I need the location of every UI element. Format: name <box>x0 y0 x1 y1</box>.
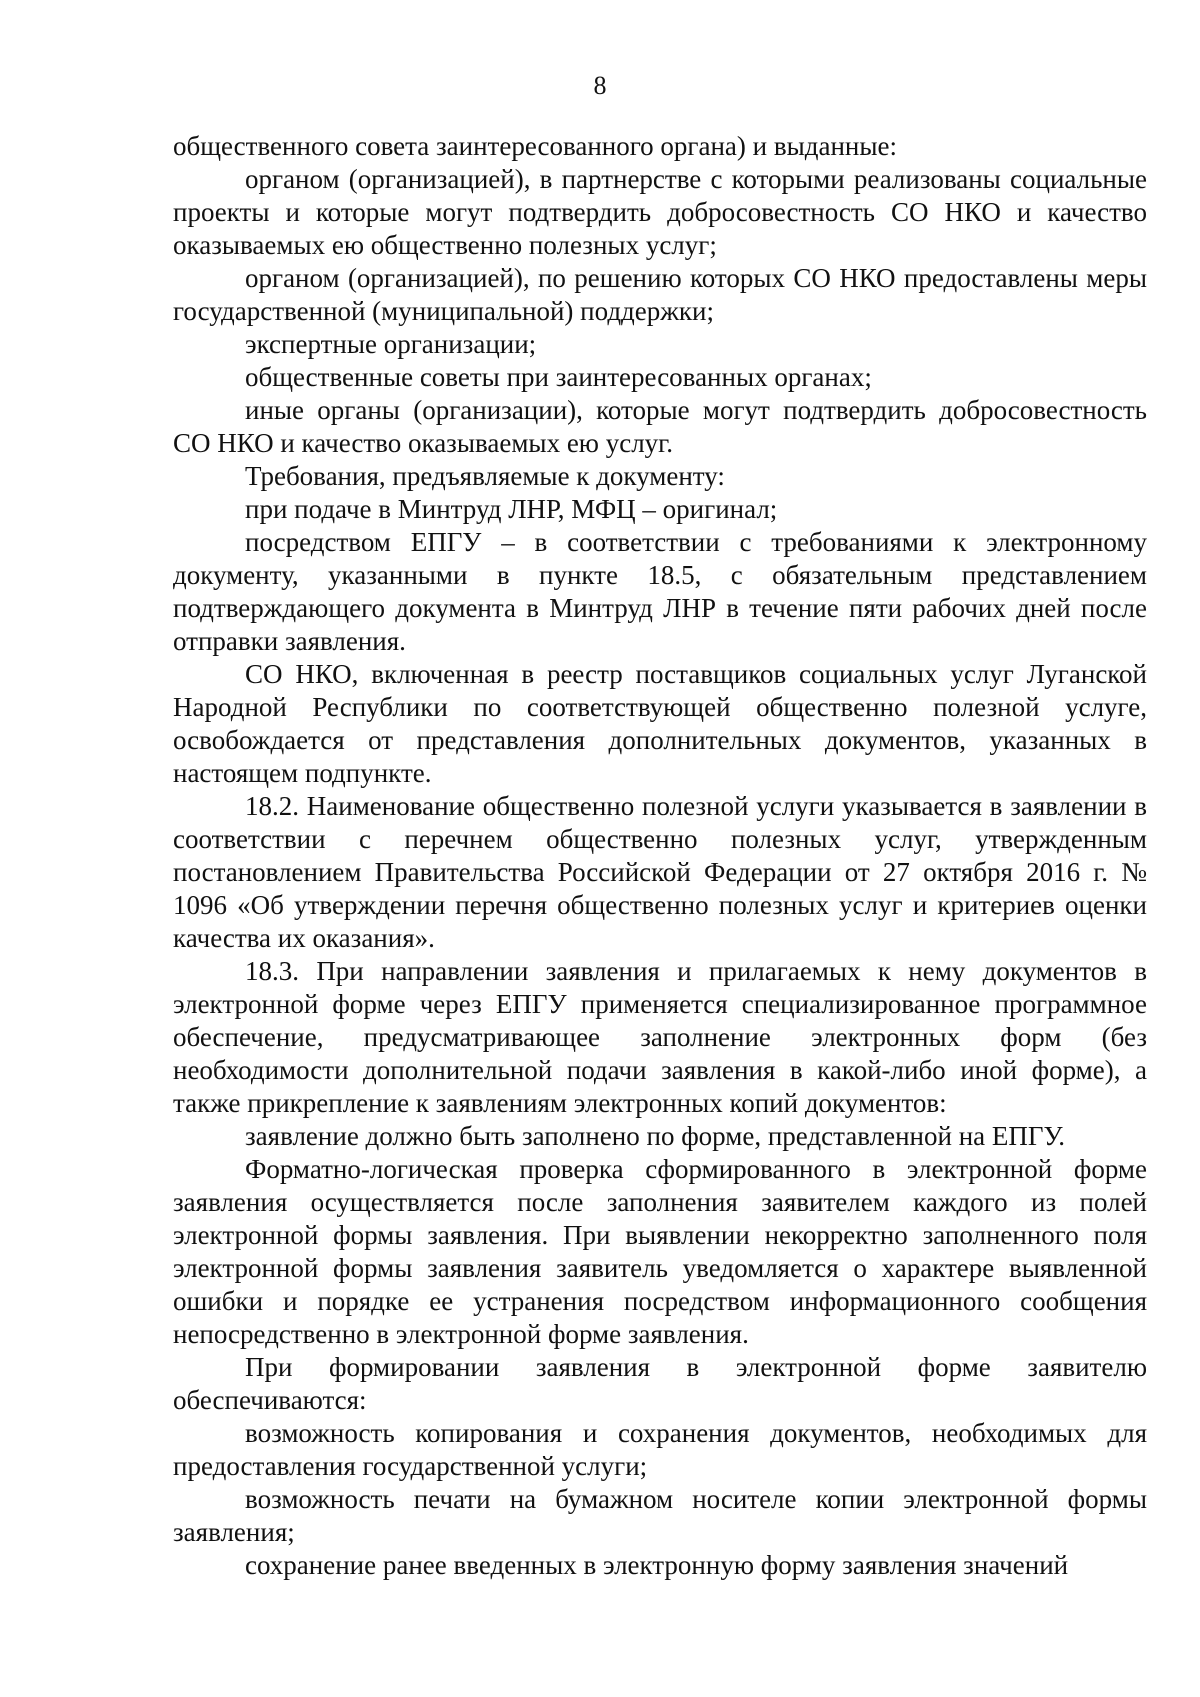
paragraph: возможность копирования и сохранения документов, необходимых для предоставления государственной услуги; <box>173 1418 1147 1481</box>
paragraph: сохранение ранее введенных в электронную форму заявления значений <box>245 1550 1069 1580</box>
paragraph: При формировании заявления в электронной форме заявителю обеспечиваются: <box>173 1352 1147 1415</box>
paragraph: 18.2. Наименование общественно полезной услуги указывается в заявлении в соответствии с перечнем общественно полезных услуг, утвержденным постановлением Правительства Российской Федерации от 27 октября 2016 г. № 1096 «Об утверждении перечня общественно полезных услуг и критериев оценки качества их оказания». <box>173 791 1147 953</box>
paragraph: 18.3. При направлении заявления и прилагаемых к нему документов в электронной форме через ЕПГУ применяется специализированное программное обеспечение, предусматривающее заполнение электронных форм (без необходимости дополнительной подачи заявления в какой-либо иной форме), а также прикрепление к заявлениям электронных копий документов: <box>173 956 1147 1118</box>
paragraph: возможность печати на бумажном носителе копии электронной формы заявления; <box>173 1484 1147 1547</box>
paragraph: органом (организацией), в партнерстве с которыми реализованы социальные проекты и которые могут подтвердить добросовестность СО НКО и качество оказываемых ею общественно полезных услуг; <box>173 164 1147 260</box>
paragraph: органом (организацией), по решению которых СО НКО предоставлены меры государственной (муниципальной) поддержки; <box>173 263 1147 326</box>
paragraph: общественного совета заинтересованного органа) и выданные: <box>173 131 897 161</box>
document-body <box>173 130 1147 1582</box>
paragraph: заявление должно быть заполнено по форме, представленной на ЕПГУ. <box>245 1121 1065 1151</box>
paragraph: СО НКО, включенная в реестр поставщиков социальных услуг Луганской Народной Республики по соответствующей общественно полезной услуге, освобождается от представления дополнительных документов, указанных в настоящем подпункте. <box>173 659 1147 788</box>
paragraph: при подаче в Минтруд ЛНР, МФЦ – оригинал; <box>245 494 778 524</box>
paragraph: иные органы (организации), которые могут подтвердить добросовестность СО НКО и качество оказываемых ею услуг. <box>173 395 1147 458</box>
page-number: 8 <box>593 71 607 100</box>
paragraph: общественные советы при заинтересованных органах; <box>245 362 872 392</box>
paragraph: экспертные организации; <box>245 329 537 359</box>
paragraph: Требования, предъявляемые к документу: <box>245 461 725 491</box>
paragraph: Форматно-логическая проверка сформированного в электронной форме заявления осуществляется после заполнения заявителем каждого из полей электронной формы заявления. При выявлении некорректно заполненного поля электронной формы заявления заявитель уведомляется о характере выявленной ошибки и порядке ее устранения посредством информационного сообщения непосредственно в электронной форме заявления. <box>173 1154 1147 1349</box>
paragraph: посредством ЕПГУ – в соответствии с требованиями к электронному документу, указанными в пункте 18.5, с обязательным представлением подтверждающего документа в Минтруд ЛНР в течение пяти рабочих дней после отправки заявления. <box>173 527 1147 656</box>
